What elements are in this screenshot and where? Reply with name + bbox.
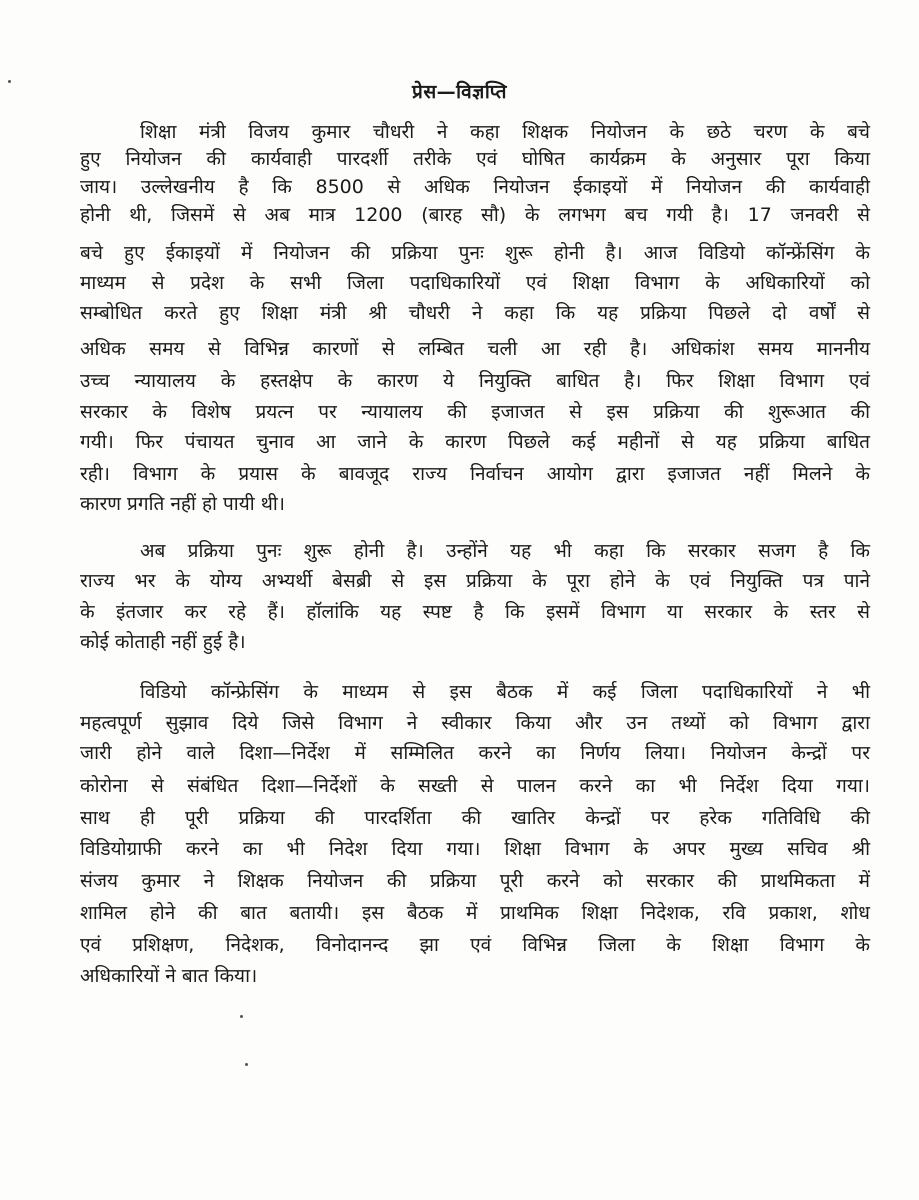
paragraph-1-line: अधिक समय से विभिन्न कारणों से लम्बित चली आ रही है। अधिकांश समय माननीय bbox=[80, 338, 870, 360]
paragraph-3-line: विडियो कॉन्फ्रेसिंग के माध्यम से इस बैठक में कई जिला पदाधिकारियों ने भी bbox=[140, 681, 870, 703]
paragraph-3-line: साथ ही पूरी प्रक्रिया की पारदर्शिता की खातिर केन्द्रों पर हरेक गतिविधि की bbox=[80, 807, 870, 829]
paragraph-2-line: कोई कोताही नहीं हुई है। bbox=[80, 631, 246, 653]
paragraph-1-line: बचे हुए ईकाइयों में नियोजन की प्रक्रिया पुनः शुरू होनी है। आज विडियो कॉन्फ्रेंसिंग के bbox=[80, 242, 870, 264]
paragraph-1-line: हुए नियोजन की कार्यवाही पारदर्शी तरीके एवं घोषित कार्यक्रम के अनुसार पूरा किया bbox=[80, 148, 870, 170]
paragraph-1-line: होनी थी, जिसमें से अब मात्र 1200 (बारह सौ) के लगभग बच गयी है। 17 जनवरी से bbox=[80, 204, 870, 226]
paragraph-1-line: माध्यम से प्रदेश के सभी जिला पदाधिकारियों एवं शिक्षा विभाग के अधिकारियों को bbox=[80, 272, 870, 294]
scan-speck bbox=[240, 1015, 243, 1018]
paragraph-3-line: एवं प्रशिक्षण, निदेशक, विनोदानन्द झा एवं विभिन्न जिला के शिक्षा विभाग के bbox=[80, 934, 870, 956]
scan-speck bbox=[245, 1063, 248, 1066]
paragraph-3-line: महत्वपूर्ण सुझाव दिये जिसे विभाग ने स्वीकार किया और उन तथ्यों को विभाग द्वारा bbox=[80, 712, 870, 734]
paragraph-3-line: जारी होने वाले दिशा—निर्देश में सम्मिलित करने का निर्णय लिया। नियोजन केन्द्रों पर bbox=[80, 742, 870, 764]
paragraph-1-line: रही। विभाग के प्रयास के बावजूद राज्य निर्वाचन आयोग द्वारा इजाजत नहीं मिलने के bbox=[80, 463, 870, 485]
document-title: प्रेस—विज्ञप्ति bbox=[412, 81, 507, 103]
paragraph-2-line: के इंतजार कर रहे हैं। हॉलांकि यह स्पष्ट है कि इसमें विभाग या सरकार के स्तर से bbox=[80, 601, 870, 623]
scan-speck bbox=[8, 80, 11, 83]
paragraph-1-line: कारण प्रगति नहीं हो पायी थी। bbox=[80, 493, 285, 515]
paragraph-3-line: अधिकारियों ने बात किया। bbox=[80, 965, 258, 987]
paragraph-3-line: कोरोना से संबंधित दिशा—निर्देशों के सख्ती से पालन करने का भी निर्देश दिया गया। bbox=[80, 775, 870, 797]
paragraph-1-line: गयी। फिर पंचायत चुनाव आ जाने के कारण पिछले कई महीनों से यह प्रक्रिया बाधित bbox=[80, 431, 870, 453]
paragraph-3-line: संजय कुमार ने शिक्षक नियोजन की प्रक्रिया पूरी करने को सरकार की प्राथमिकता में bbox=[80, 870, 870, 892]
paragraph-2-line: अब प्रक्रिया पुनः शुरू होनी है। उन्होंने यह भी कहा कि सरकार सजग है कि bbox=[140, 540, 870, 562]
paragraph-2-line: राज्य भर के योग्य अभ्यर्थी बेसब्री से इस प्रक्रिया के पूरा होने के एवं नियुक्ति पत्र पाने bbox=[80, 570, 870, 592]
paragraph-1-line: जाय। उल्लेखनीय है कि 8500 से अधिक नियोजन ईकाइयों में नियोजन की कार्यवाही bbox=[80, 176, 870, 198]
paragraph-3-line: शामिल होने की बात बतायी। इस बैठक में प्राथमिक शिक्षा निदेशक, रवि प्रकाश, शोध bbox=[80, 902, 870, 924]
paragraph-1-line: सम्बोधित करते हुए शिक्षा मंत्री श्री चौधरी ने कहा कि यह प्रक्रिया पिछले दो वर्षों से bbox=[80, 302, 870, 324]
paragraph-1-line: शिक्षा मंत्री विजय कुमार चौधरी ने कहा शिक्षक नियोजन के छठे चरण के बचे bbox=[140, 121, 870, 143]
paragraph-1-line: सरकार के विशेष प्रयत्न पर न्यायालय की इजाजत से इस प्रक्रिया की शुरूआत की bbox=[80, 401, 870, 423]
paragraph-1-line: उच्च न्यायालय के हस्तक्षेप के कारण ये नियुक्ति बाधित है। फिर शिक्षा विभाग एवं bbox=[80, 370, 870, 392]
paragraph-3-line: विडियोग्राफी करने का भी निदेश दिया गया। शिक्षा विभाग के अपर मुख्य सचिव श्री bbox=[80, 838, 870, 860]
